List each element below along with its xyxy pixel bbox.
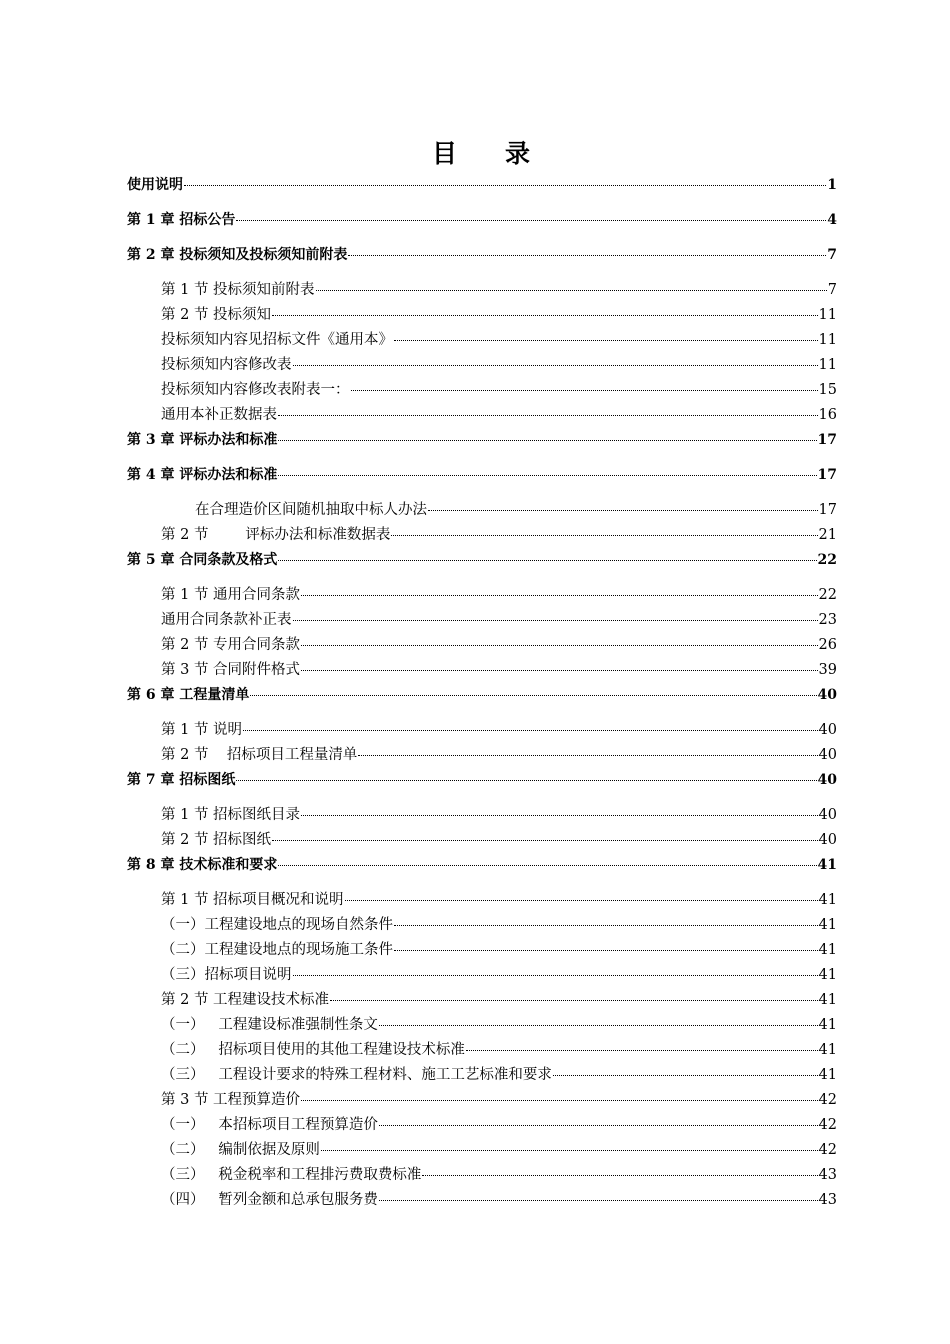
toc-entry[interactable]	[161, 634, 837, 659]
dot-leader	[243, 730, 817, 731]
toc-entry[interactable]	[161, 1114, 837, 1139]
dot-leader	[358, 755, 817, 756]
toc-entry-label: 第 2 节 招标项目工程量清单	[161, 747, 358, 763]
toc-entry-page: 22	[818, 587, 837, 603]
toc-entry-label: 通用本补正数据表	[161, 407, 277, 423]
toc-entry-label: （三） 工程设计要求的特殊工程材料、施工工艺标准和要求	[161, 1067, 552, 1083]
toc-entry-label: 投标须知内容修改表附表一：	[161, 382, 350, 398]
toc-entry-label: 在合理造价区间随机抽取中标人办法	[195, 502, 427, 518]
toc-entry-label: 第 1 节 说明	[161, 722, 243, 738]
dot-leader	[391, 535, 817, 536]
toc-entry-page: 22	[817, 552, 837, 568]
toc-entry-page: 1	[827, 177, 837, 193]
toc-entry[interactable]	[161, 1189, 837, 1214]
dot-leader	[394, 950, 818, 951]
dot-leader	[466, 1050, 818, 1051]
toc-entry-page: 40	[817, 772, 837, 788]
toc-entry-page: 41	[818, 1017, 837, 1033]
toc-entry-page: 40	[818, 832, 837, 848]
toc-entry-label: （二）工程建设地点的现场施工条件	[161, 942, 393, 958]
dot-leader	[301, 595, 817, 596]
toc-entry-page: 11	[818, 357, 837, 373]
toc-entry[interactable]	[161, 964, 837, 989]
toc-entry-page: 40	[818, 807, 837, 823]
toc-entry-label: 第 3 章 评标办法和标准	[127, 432, 278, 448]
toc-entry-page: 42	[818, 1142, 837, 1158]
dot-leader	[321, 1150, 818, 1151]
dot-leader	[348, 255, 826, 256]
toc-entry-label: 第 3 节 工程预算造价	[161, 1092, 301, 1108]
toc-entry-page: 17	[818, 502, 837, 518]
dot-leader	[330, 1000, 817, 1001]
dot-leader	[301, 645, 817, 646]
toc-entry-page: 11	[818, 307, 837, 323]
toc-entry-page: 40	[818, 747, 837, 763]
toc-entry[interactable]	[161, 279, 837, 304]
toc-entry[interactable]	[161, 659, 837, 684]
toc-entry-label: （一） 工程建设标准强制性条文	[161, 1017, 378, 1033]
toc-entry[interactable]	[161, 379, 837, 404]
toc-entry-label: 第 2 节 评标办法和标准数据表	[161, 527, 391, 543]
toc-entry-page: 41	[818, 942, 837, 958]
toc-entry-page: 40	[818, 722, 837, 738]
toc-entry-label: 第 4 章 评标办法和标准	[127, 467, 278, 483]
toc-entry[interactable]	[161, 1139, 837, 1164]
toc-entry[interactable]	[161, 829, 837, 854]
toc-entry-label: 第 2 节 工程建设技术标准	[161, 992, 330, 1008]
dot-leader	[316, 290, 827, 291]
toc-entry-page: 7	[827, 247, 837, 263]
toc-entry[interactable]	[161, 1064, 837, 1089]
toc-entry[interactable]	[161, 719, 837, 744]
toc-entry[interactable]	[161, 304, 837, 329]
toc-entry-label: 第 1 节 招标项目概况和说明	[161, 892, 344, 908]
toc-entry-label: 第 6 章 工程量清单	[127, 687, 250, 703]
toc-entry-page: 41	[818, 992, 837, 1008]
dot-leader	[278, 865, 816, 866]
toc-entry[interactable]	[127, 209, 837, 234]
toc-entry-page: 26	[818, 637, 837, 653]
toc-entry[interactable]	[161, 804, 837, 829]
toc-entry[interactable]	[161, 354, 837, 379]
toc-entry-page: 42	[818, 1117, 837, 1133]
dot-leader	[293, 620, 818, 621]
toc-entry-label: 使用说明	[127, 177, 183, 193]
dot-leader	[236, 220, 826, 221]
toc-title-right: 录	[505, 139, 533, 168]
toc-entry[interactable]	[161, 889, 837, 914]
toc-entry-page: 23	[818, 612, 837, 628]
dot-leader	[250, 695, 816, 696]
toc-entry-page: 41	[818, 967, 837, 983]
toc-entry[interactable]	[127, 684, 837, 709]
toc-entry[interactable]	[161, 914, 837, 939]
toc-entry-page: 11	[818, 332, 837, 348]
toc-entry-page: 43	[818, 1167, 837, 1183]
toc-entry-label: 投标须知内容见招标文件《通用本》	[161, 332, 393, 348]
toc-entry-label: 第 8 章 技术标准和要求	[127, 857, 278, 873]
dot-leader	[272, 840, 817, 841]
toc-entry[interactable]	[161, 1039, 837, 1064]
toc-entry-label: 第 3 节 合同附件格式	[161, 662, 301, 678]
dot-leader	[278, 560, 816, 561]
dot-leader	[293, 975, 818, 976]
toc-entry-page: 17	[817, 432, 837, 448]
dot-leader	[428, 510, 818, 511]
toc-entry[interactable]	[127, 429, 837, 454]
toc-entry-label: （二） 编制依据及原则	[161, 1142, 320, 1158]
dot-leader	[379, 1200, 818, 1201]
table-of-contents	[127, 174, 837, 1214]
toc-entry[interactable]	[127, 464, 837, 489]
toc-entry-label: 第 1 节 投标须知前附表	[161, 282, 315, 298]
toc-entry-label: （三）招标项目说明	[161, 967, 292, 983]
dot-leader	[345, 900, 818, 901]
toc-entry-page: 16	[818, 407, 837, 423]
toc-entry-label: （一） 本招标项目工程预算造价	[161, 1117, 378, 1133]
toc-entry[interactable]	[161, 989, 837, 1014]
dot-leader	[301, 670, 817, 671]
toc-entry-label: 第 1 章 招标公告	[127, 212, 236, 228]
toc-entry-page: 41	[817, 857, 837, 873]
dot-leader	[351, 390, 818, 391]
toc-title	[0, 134, 950, 170]
dot-leader	[379, 1125, 818, 1126]
toc-entry-label: 第 2 节 招标图纸	[161, 832, 272, 848]
toc-entry[interactable]	[127, 854, 837, 879]
toc-entry[interactable]	[127, 769, 837, 794]
toc-entry-label: 第 1 节 招标图纸目录	[161, 807, 301, 823]
toc-entry-page: 7	[827, 282, 837, 298]
dot-leader	[301, 1100, 817, 1101]
dot-leader	[278, 440, 816, 441]
toc-entry-page: 41	[818, 1067, 837, 1083]
toc-entry-label: 第 5 章 合同条款及格式	[127, 552, 278, 568]
toc-entry[interactable]	[161, 1089, 837, 1114]
toc-entry-label: 第 2 节 专用合同条款	[161, 637, 301, 653]
toc-entry[interactable]	[161, 524, 837, 549]
dot-leader	[379, 1025, 818, 1026]
toc-entry-page: 41	[818, 892, 837, 908]
toc-entry[interactable]	[161, 609, 837, 634]
toc-entry[interactable]	[127, 244, 837, 269]
toc-entry-label: 第 2 章 投标须知及投标须知前附表	[127, 247, 348, 263]
toc-entry-label: （三） 税金税率和工程排污费取费标准	[161, 1167, 422, 1183]
toc-entry-label: 投标须知内容修改表	[161, 357, 292, 373]
dot-leader	[184, 185, 826, 186]
toc-entry-page: 41	[818, 917, 837, 933]
toc-entry[interactable]	[161, 584, 837, 609]
toc-entry-page: 43	[818, 1192, 837, 1208]
dot-leader	[301, 815, 817, 816]
toc-entry-label: （一）工程建设地点的现场自然条件	[161, 917, 393, 933]
toc-entry[interactable]	[161, 744, 837, 769]
toc-entry[interactable]	[161, 1014, 837, 1039]
dot-leader	[278, 475, 816, 476]
toc-entry[interactable]	[127, 549, 837, 574]
toc-title-left: 目	[431, 139, 459, 168]
toc-entry-page: 4	[827, 212, 837, 228]
dot-leader	[236, 780, 816, 781]
dot-leader	[293, 365, 818, 366]
toc-entry-page: 15	[818, 382, 837, 398]
toc-entry-page: 42	[818, 1092, 837, 1108]
toc-entry-label: （二） 招标项目使用的其他工程建设技术标准	[161, 1042, 465, 1058]
dot-leader	[278, 415, 818, 416]
toc-entry[interactable]	[161, 939, 837, 964]
toc-entry-label: 第 2 节 投标须知	[161, 307, 272, 323]
dot-leader	[553, 1075, 818, 1076]
dot-leader	[394, 925, 818, 926]
toc-entry[interactable]	[161, 329, 837, 354]
toc-entry-page: 41	[818, 1042, 837, 1058]
toc-entry-page: 21	[818, 527, 837, 543]
dot-leader	[422, 1175, 817, 1176]
toc-entry[interactable]	[161, 404, 837, 429]
toc-entry[interactable]	[127, 174, 837, 199]
dot-leader	[272, 315, 817, 316]
toc-entry-page: 17	[817, 467, 837, 483]
toc-entry-label: （四） 暂列金额和总承包服务费	[161, 1192, 378, 1208]
toc-entry-label: 通用合同条款补正表	[161, 612, 292, 628]
toc-entry[interactable]	[195, 499, 837, 524]
toc-entry-label: 第 7 章 招标图纸	[127, 772, 236, 788]
dot-leader	[394, 340, 818, 341]
toc-entry[interactable]	[161, 1164, 837, 1189]
toc-entry-label: 第 1 节 通用合同条款	[161, 587, 301, 603]
toc-entry-page: 39	[818, 662, 837, 678]
toc-entry-page: 40	[817, 687, 837, 703]
